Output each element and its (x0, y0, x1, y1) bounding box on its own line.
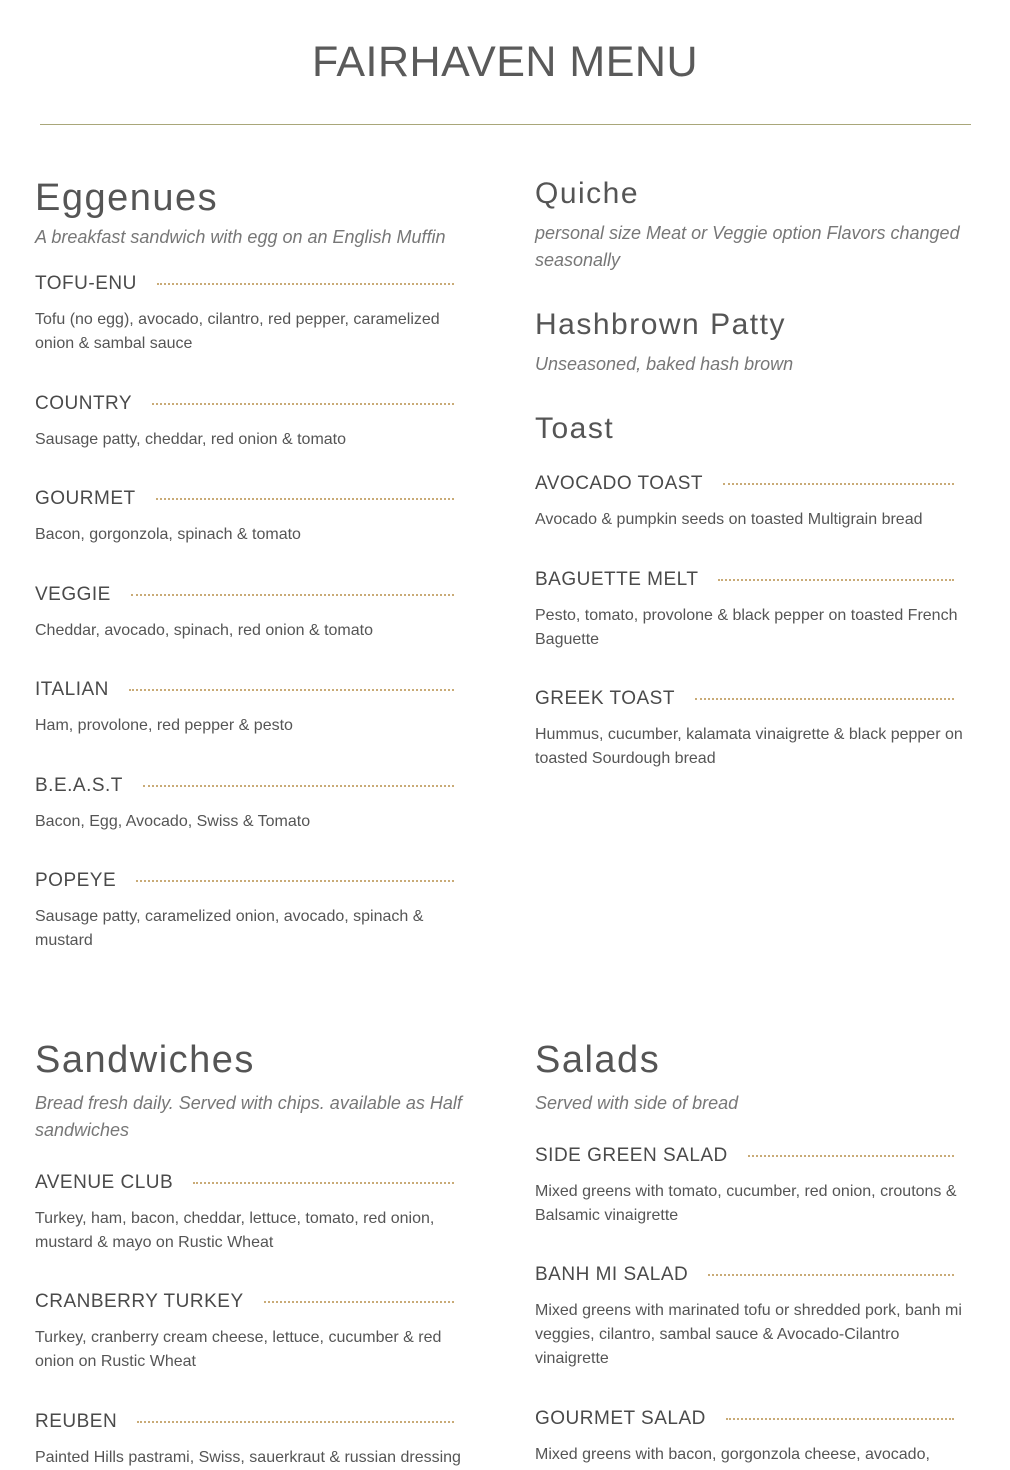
dotted-leader (264, 1301, 454, 1303)
section-title: Quiche (535, 177, 640, 210)
item-name: AVENUE CLUB (35, 1172, 174, 1193)
item-name: REUBEN (35, 1411, 118, 1432)
item-description: Cheddar, avocado, spinach, red onion & tomato (35, 622, 373, 639)
section-title: Hashbrown Patty (535, 308, 786, 341)
dotted-leader (152, 403, 454, 405)
item-description: Avocado & pumpkin seeds on toasted Multigrain bread (535, 511, 923, 528)
item-name: VEGGIE (35, 584, 111, 605)
item-description: Tofu (no egg), avocado, cilantro, red pepper, caramelized onion & sambal sauce (35, 311, 440, 352)
item-description: Painted Hills pastrami, Swiss, sauerkraut & russian dressing (35, 1449, 461, 1466)
page-title: FAIRHAVEN MENU (311, 38, 699, 86)
menu-item-cranberry-turkey (35, 1289, 454, 1374)
dotted-leader (156, 498, 454, 500)
item-description: Hummus, cucumber, kalamata vinaigrette & black pepper on toasted Sourdough bread (535, 726, 963, 767)
item-name: GOURMET (35, 488, 136, 509)
section-salads (535, 1038, 975, 1117)
menu-item-veggie (35, 582, 454, 643)
section-description: Served with side of bread (535, 1093, 739, 1113)
dotted-leader (748, 1155, 954, 1157)
item-description: Sausage patty, caramelized onion, avocado, spinach & mustard (35, 908, 424, 949)
menu-item-avocado-toast (535, 471, 954, 532)
item-name: ITALIAN (35, 679, 109, 700)
menu-item-avenue-club (35, 1170, 454, 1255)
dotted-leader (718, 579, 954, 581)
dotted-leader (137, 1421, 454, 1423)
item-name: COUNTRY (35, 393, 133, 414)
menu-item-baguette-melt (535, 567, 958, 652)
section-title: Sandwiches (35, 1039, 255, 1081)
item-description: Bacon, gorgonzola, spinach & tomato (35, 526, 301, 543)
menu-item-side-green-salad (535, 1143, 957, 1228)
dotted-leader (193, 1182, 454, 1184)
dotted-leader (723, 483, 954, 485)
item-description: Sausage patty, cheddar, red onion & tomato (35, 431, 347, 448)
item-description: Bacon, Egg, Avocado, Swiss & Tomato (35, 813, 311, 830)
dotted-leader (726, 1418, 954, 1420)
dotted-leader (695, 698, 954, 700)
menu-item-gourmet-salad (535, 1406, 954, 1467)
menu-item-gourmet (35, 486, 454, 547)
item-name: BANH MI SALAD (535, 1264, 689, 1285)
section-title: Eggenues (35, 177, 219, 219)
item-name: SIDE GREEN SALAD (535, 1145, 728, 1166)
section-hashbrown-patty (535, 307, 975, 378)
section-description: A breakfast sandwich with egg on an English Muffin (35, 227, 446, 247)
section-description: personal size Meat or Veggie option Flavors changed seasonally (535, 223, 960, 270)
section-title: Salads (535, 1039, 661, 1081)
section-description: Bread fresh daily. Served with chips. available as Half sandwiches (35, 1093, 462, 1140)
item-name: TOFU-ENU (35, 273, 137, 294)
item-name: GREEK TOAST (535, 688, 675, 709)
item-description: Mixed greens with tomato, cucumber, red onion, croutons & Balsamic vinaigrette (535, 1183, 957, 1224)
menu-item-country (35, 391, 454, 452)
item-name: CRANBERRY TURKEY (35, 1291, 244, 1312)
title-divider (40, 124, 971, 125)
section-sandwiches (35, 1038, 475, 1144)
dotted-leader (708, 1274, 954, 1276)
menu-item-italian (35, 677, 454, 738)
item-description: Ham, provolone, red pepper & pesto (35, 717, 293, 734)
menu-item-greek-toast (535, 686, 963, 771)
menu-item-tofu-enu (35, 271, 454, 356)
menu-item-banh-mi-salad (535, 1262, 962, 1371)
item-name: B.E.A.S.T (35, 775, 123, 796)
dotted-leader (136, 880, 454, 882)
section-description: Unseasoned, baked hash brown (535, 354, 794, 374)
item-name: GOURMET SALAD (535, 1408, 706, 1429)
section-quiche (535, 176, 975, 274)
dotted-leader (131, 594, 454, 596)
item-description: Turkey, cranberry cream cheese, lettuce, cucumber & red onion on Rustic Wheat (35, 1329, 442, 1370)
item-description: Mixed greens with marinated tofu or shredded pork, banh mi veggies, cilantro, sambal sauce & Avocado-Cilantro vinaigrette (535, 1302, 962, 1367)
item-description: Mixed greens with bacon, gorgonzola cheese, avocado, (535, 1446, 930, 1463)
menu-item-popeye (35, 868, 454, 953)
dotted-leader (143, 785, 454, 787)
section-toast (535, 411, 975, 447)
dotted-leader (157, 283, 454, 285)
section-eggenues (35, 176, 475, 251)
dotted-leader (129, 689, 454, 691)
item-description: Turkey, ham, bacon, cheddar, lettuce, tomato, red onion, mustard & mayo on Rustic Wheat (35, 1210, 435, 1251)
item-name: POPEYE (35, 870, 117, 891)
section-title: Toast (535, 412, 615, 445)
item-name: AVOCADO TOAST (535, 473, 704, 494)
menu-item-beast (35, 773, 454, 834)
item-description: Pesto, tomato, provolone & black pepper on toasted French Baguette (535, 607, 958, 648)
item-name: BAGUETTE MELT (535, 569, 699, 590)
